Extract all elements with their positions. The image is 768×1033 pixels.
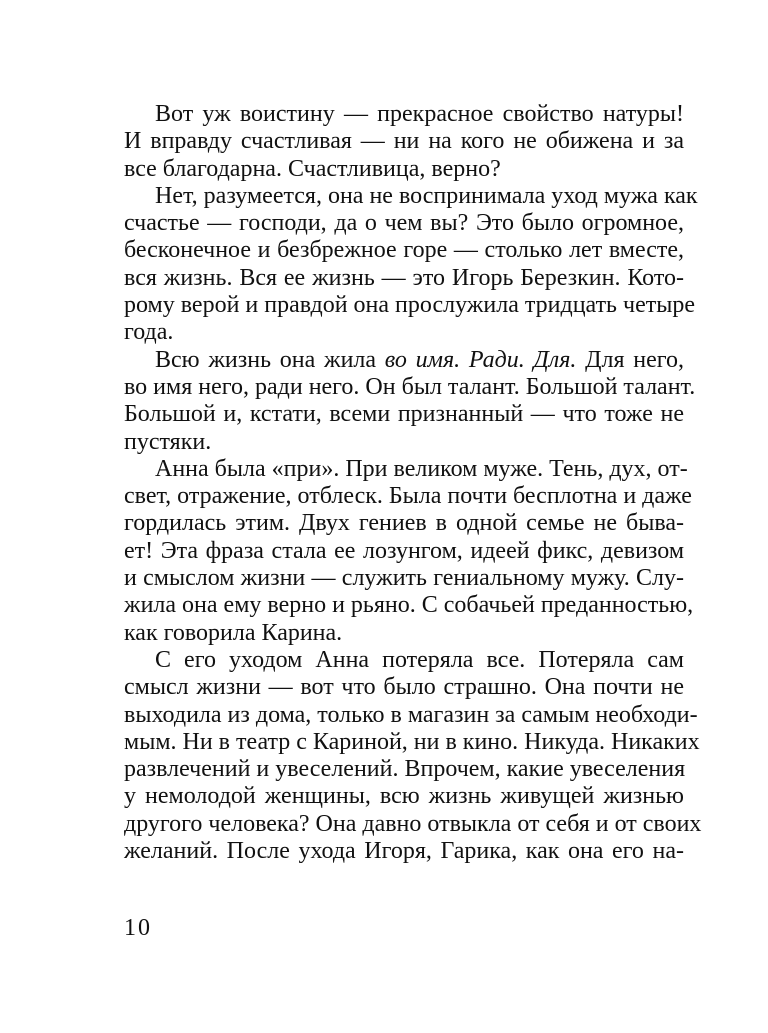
page-number: 10 <box>124 915 152 941</box>
text-line: Вот уж воистину — прекрасное свойство натуры! <box>155 101 684 127</box>
text-line: мым. Ни в театр с Кариной, ни в кино. Никуда. Никаких <box>124 728 700 755</box>
text-line: гордилась этим. Двух гениев в одной семье не быва- <box>124 510 684 537</box>
text-line: другого человека? Она давно отвыкла от себя и от своих <box>124 810 702 837</box>
text-line: желаний. После ухода Игоря, Гарика, как она его на- <box>124 838 684 865</box>
text-line: развлечений и увеселений. Впрочем, какие увеселения <box>124 756 686 783</box>
paragraph-4 <box>124 455 694 647</box>
paragraph-2 <box>124 182 698 347</box>
text-line: рому верой и правдой она прослужила тридцать четыре <box>124 292 695 319</box>
text-line: Большой и, кстати, всеми признанный — что тоже не <box>124 401 684 428</box>
text-line: все благодарна. Счастливица, верно? <box>124 155 501 182</box>
text-line: выходила из дома, только в магазин за самым необходи- <box>124 701 698 728</box>
paragraph-1 <box>124 101 684 183</box>
italic-text-run: во имя. Ради. Для. <box>384 346 577 373</box>
text-run: Всю жизнь она жила <box>155 346 385 373</box>
text-line: жила она ему верно и рьяно. С собачьей преданностью, <box>124 592 694 619</box>
text-line: И вправду счастливая — ни на кого не обижена и за <box>124 128 684 155</box>
text-line: как говорила Карина. <box>124 619 343 646</box>
text-line: ет! Эта фраза стала ее лозунгом, идеей фикс, девизом <box>124 537 684 564</box>
text-line: во имя него, ради него. Он был талант. Большой талант. <box>124 373 696 400</box>
text-line: счастье — господи, да о чем вы? Это было огромное, <box>124 210 684 237</box>
text-line: Анна была «при». При великом муже. Тень, дух, от- <box>155 455 688 482</box>
text-line: Нет, разумеется, она не воспринимала уход мужа как <box>155 182 698 209</box>
text-line: пустяки. <box>124 428 212 455</box>
text-line: свет, отражение, отблеск. Была почти бесплотна и даже <box>124 483 692 510</box>
text-line: бесконечное и безбрежное горе — столько лет вместе, <box>124 237 684 264</box>
text-line: у немолодой женщины, всю жизнь живущей жизнью <box>124 783 684 810</box>
text-line: вся жизнь. Вся ее жизнь — это Игорь Березкин. Кото- <box>124 264 684 291</box>
text-line: и смыслом жизни — служить гениальному мужу. Слу- <box>124 565 684 592</box>
text-line: смысл жизни — вот что было страшно. Она почти не <box>124 674 684 701</box>
text-line-mixed <box>124 347 684 374</box>
text-line: С его уходом Анна потеряла все. Потеряла сам <box>155 646 684 673</box>
text-run: Для него, <box>576 346 684 373</box>
paragraph-5 <box>124 646 702 865</box>
paragraph-3 <box>124 346 696 456</box>
text-line: года. <box>124 319 174 346</box>
